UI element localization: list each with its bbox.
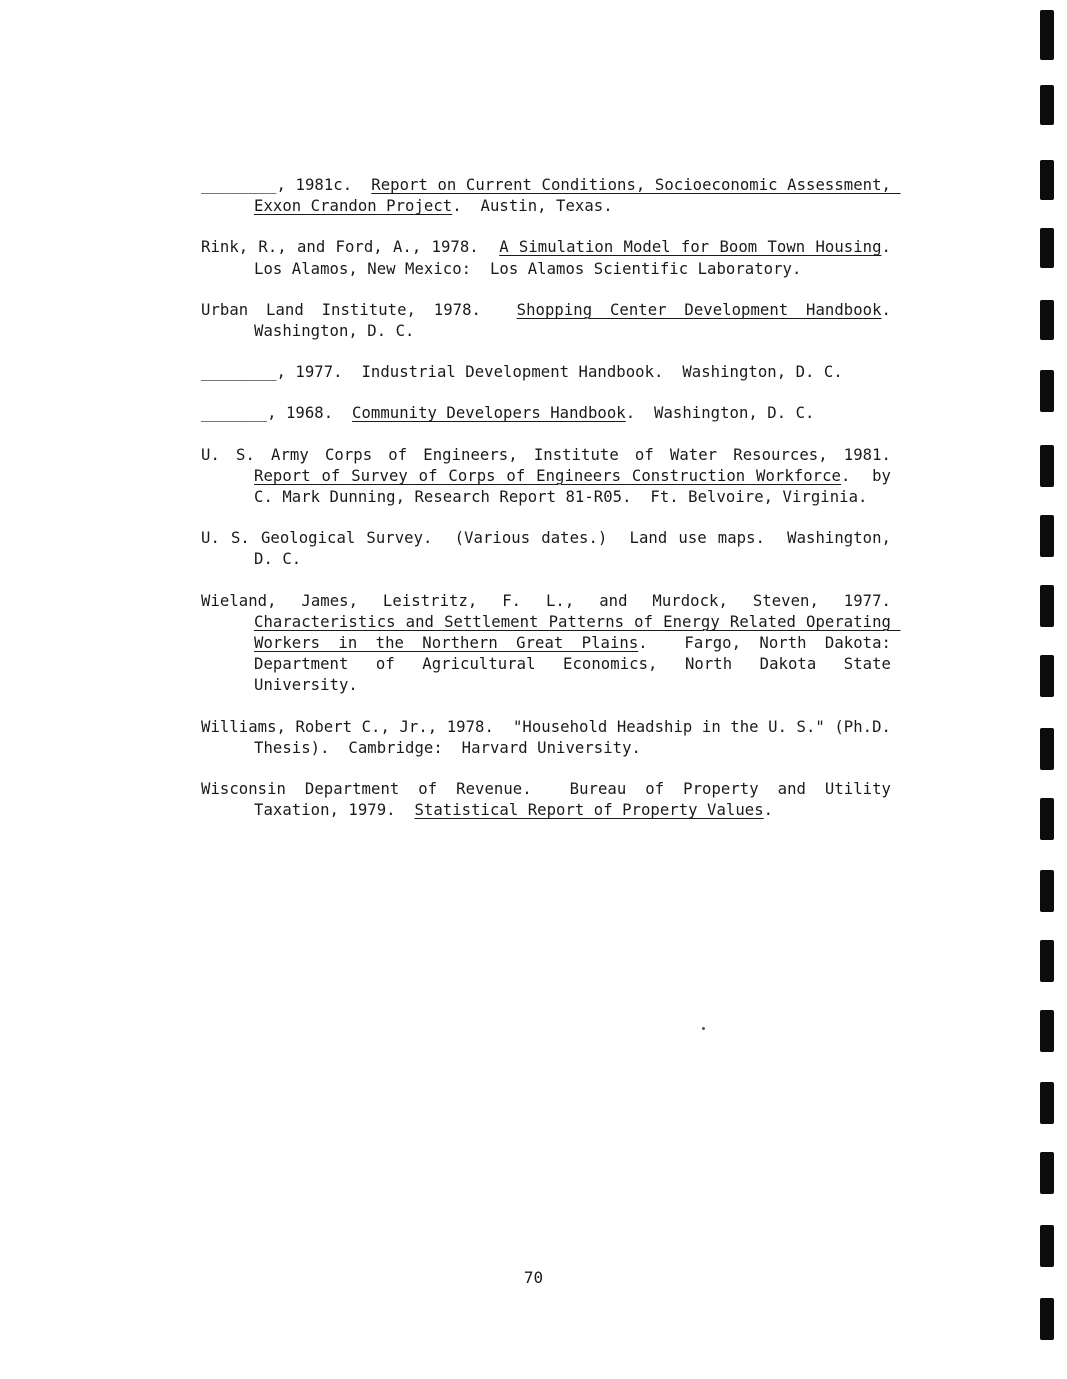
reference-entry [201,403,891,424]
binding-mark [1040,370,1054,412]
page-number: 70 [523,1268,544,1287]
reference-entry [201,300,910,342]
reference-title: Shopping Center Development Handbook [516,300,882,319]
binding-mark [1040,1010,1054,1052]
reference-text: U. S. Geological Survey. (Various dates.) Land use maps. Washington, D. C. [201,529,901,569]
reference-text: ________, 1977. Industrial Development Handbook. Washington, D. C. [201,363,843,382]
binding-mark [1040,655,1054,697]
reference-text: Urban Land Institute, 1978. [201,300,517,319]
binding-mark [1040,1082,1054,1124]
reference-title: A Simulation Model for Boom Town Housing [499,238,882,257]
binding-mark [1040,728,1054,770]
binding-mark [1040,228,1054,268]
reference-entry [201,237,910,279]
reference-title: Statistical Report of Property Values [414,801,764,820]
binding-mark [1040,940,1054,982]
reference-entry [201,528,901,570]
reference-list [201,175,910,841]
binding-mark [1040,1298,1054,1340]
reference-entry [201,591,910,697]
reference-entry [201,445,910,509]
reference-text: . Los Alamos, New Mexico: Los Alamos Scientific Laboratory. [254,238,910,278]
reference-text: ________, 1981c. [201,176,372,194]
binding-mark [1040,1225,1054,1267]
binding-mark [1040,515,1054,557]
reference-title: Report of Survey of Corps of Engineers Construction Workforce [254,466,841,485]
binding-mark [1040,798,1054,840]
reference-text: . Austin, Texas. [452,197,613,216]
reference-entry [201,717,901,759]
binding-mark [1040,160,1054,200]
binding-mark [1040,10,1054,60]
reference-title: Characteristics and Settlement Patterns of Energy Related Operating Workers in the Northern Great Plains [254,612,901,653]
reference-text: . Fargo, North Dakota: Department of Agricultural Economics, North Dakota State University. [254,634,910,695]
reference-text: U. S. Army Corps of Engineers, Institute of Water Resources, 1981. [201,445,910,464]
reference-entry [201,779,901,821]
reference-title: Community Developers Handbook [352,404,626,423]
reference-text: Wisconsin Department of Revenue. Bureau of Property and Utility Taxation, 1979. [201,780,901,820]
reference-text: Rink, R., and Ford, A., 1978. [201,238,500,257]
reference-text: . Washington, D. C. [254,300,910,341]
binding-marks [1040,0,1060,1379]
binding-mark [1040,300,1054,340]
reference-entry [201,175,901,217]
reference-entry [201,362,891,383]
binding-mark [1040,445,1054,487]
reference-text: Williams, Robert C., Jr., 1978. "Household Headship in the U. S." (Ph.D. Thesis). Cambridge: Harvard University. [201,717,901,757]
reference-text: . Washington, D. C. [625,404,815,423]
binding-mark [1040,1152,1054,1194]
scan-speck [702,1027,705,1030]
binding-mark [1040,85,1054,125]
binding-mark [1040,585,1054,627]
reference-text: Wieland, James, Leistritz, F. L., and Murdock, Steven, 1977. [201,591,910,610]
reference-text: _______, 1968. [201,404,353,423]
reference-text: . by C. Mark Dunning, Research Report 81-R05. Ft. Belvoire, Virginia. [254,466,901,507]
reference-title: Report on Current Conditions, Socioeconomic Assessment, Exxon Crandon Project [254,176,901,216]
binding-mark [1040,870,1054,912]
reference-text: . [763,801,774,820]
